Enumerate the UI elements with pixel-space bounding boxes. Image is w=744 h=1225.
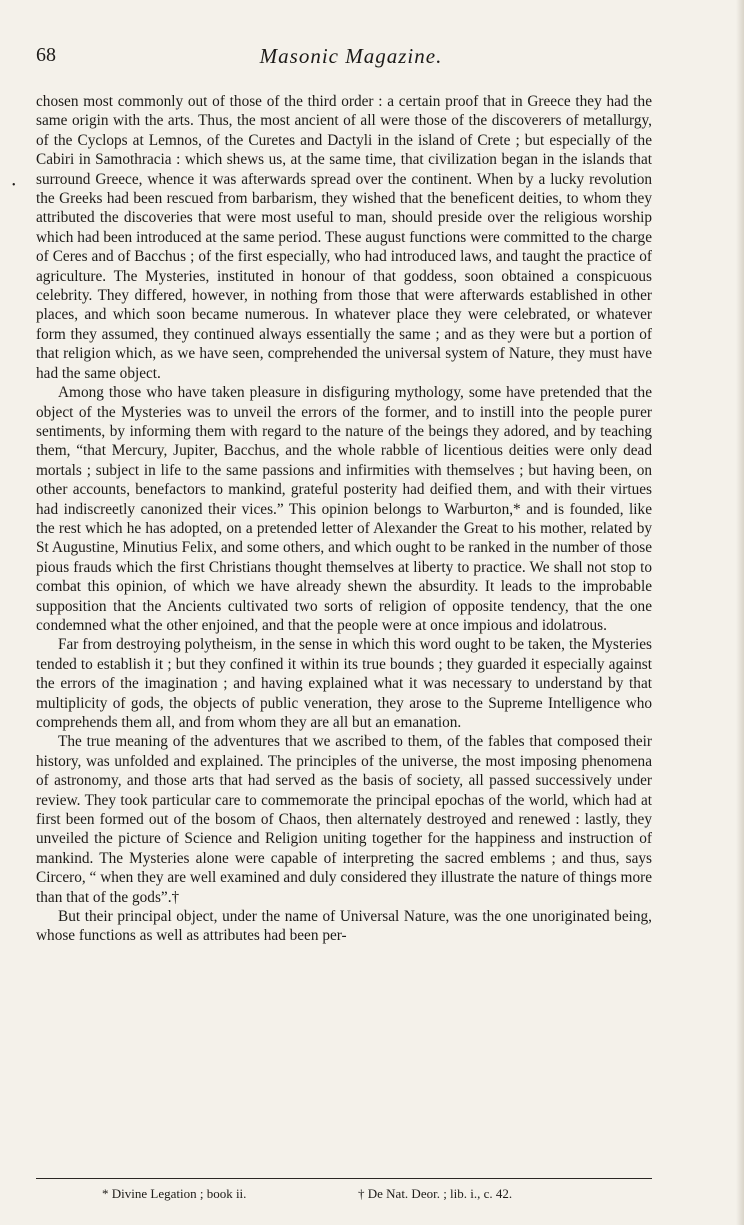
paragraph-3: Far from destroying polytheism, in the sense in which this word ought to be taken, the Mysteries tended to establish it ; but they confined it within its true bounds ; they guarded it especially against the errors of the imagination ; and having explained what it was necessary to understand by that multiplicity of gods, the objects of public veneration, they arose to the Supreme Intelligence who comprehends them all, and from whom they are all but an emanation. xyxy=(36,636,652,731)
paragraph-4: The true meaning of the adventures that we ascribed to them, of the fables that composed their history, was unfolded and explained. The principles of the universe, the most imposing phenomena of astronomy, and those arts that had served as the basis of society, all passed successively under review. They took particular care to commemorate the principal epochas of the world, which had at first been formed out of the bosom of Chaos, then alternately destroyed and renewed : lastly, they unveiled the picture of Science and Religion uniting together for the happiness and instruction of mankind. The Mysteries alone were capable of interpreting the sacred emblems ; and thus, says Circero, “ when they are well examined and duly considered they illustrate the nature of things more than that of the gods”.† xyxy=(36,733,652,906)
running-title: Masonic Magazine. xyxy=(259,44,443,68)
page-edge-shadow xyxy=(736,0,744,1225)
body-text xyxy=(36,92,652,946)
page-number: 68 xyxy=(36,44,56,66)
paragraph-5: But their principal object, under the name of Universal Nature, was the one unoriginated being, whose functions as well as attributes had been per- xyxy=(36,908,652,945)
footnote-divine-legation: * Divine Legation ; book ii. xyxy=(102,1186,247,1201)
page-header xyxy=(36,44,666,80)
margin-dot: • xyxy=(12,180,16,191)
paragraph-2: Among those who have taken pleasure in disfiguring mythology, some have pretended that the object of the Mysteries was to unveil the errors of the former, and to instill into the people purer sentiments, by informing them with regard to the nature of the beings they adored, and by teaching them, “that Mercury, Jupiter, Bacchus, and the whole rabble of licentious deities were only dead mortals ; subject in life to the same passions and infirmities with themselves ; but having been, on other accounts, benefactors to mankind, grateful posterity had deified them, and with their virtues had indiscreetly canonized their vices.” This opinion belongs to Warburton,* and is founded, like the rest which he has adopted, on a pretended letter of Alexander the Great to his mother, related by St Augustine, Minutius Felix, and some others, and which ought to be ranked in the number of those pious frauds which the first Christians thought themselves at liberty to practice. We shall not stop to combat this opinion, of which we have already shewn the absurdity. It leads to the improbable supposition that the Ancients cultivated two sorts of religion of opposite tendency, that the one condemned what the other enjoined, and that the people were at once impious and idolatrous. xyxy=(36,384,652,634)
footnote-de-nat-deor: † De Nat. Deor. ; lib. i., c. 42. xyxy=(358,1186,513,1201)
paragraph-1: chosen most commonly out of those of the third order : a certain proof that in Greece they had the same origin with the arts. Thus, the most ancient of all were those of the discoverers of metallurgy, of the Cyclops at Lemnos, of the Curetes and Dactyli in the island of Crete ; but especially of the Cabiri in Samothracia : which shews us, at the same time, that civilization began in the islands that surround Greece, whence it was afterwards spread over the continent. When by a lucky revolution the Greeks had been rescued from barbarism, they wished that the beneficent deities, to whom they attributed the discoveries that were most useful to man, should preside over the religious worship which had been introduced at the same period. These august functions were committed to the charge of Ceres and of Bacchus ; of the first especially, who had introduced laws, and taught the practice of agriculture. The Mysteries, instituted in honour of that goddess, soon obtained a conspicuous celebrity. They differed, however, in nothing from those that were afterwards established in other places, and which soon became numerous. In whatever place they were celebrated, or whatever form they assumed, they continued always essentially the same ; and as they were but a portion of that religion which, as we have seen, comprehended the universal system of Nature, they must have had the same object. xyxy=(36,93,652,382)
footnote-rule xyxy=(36,1178,652,1179)
